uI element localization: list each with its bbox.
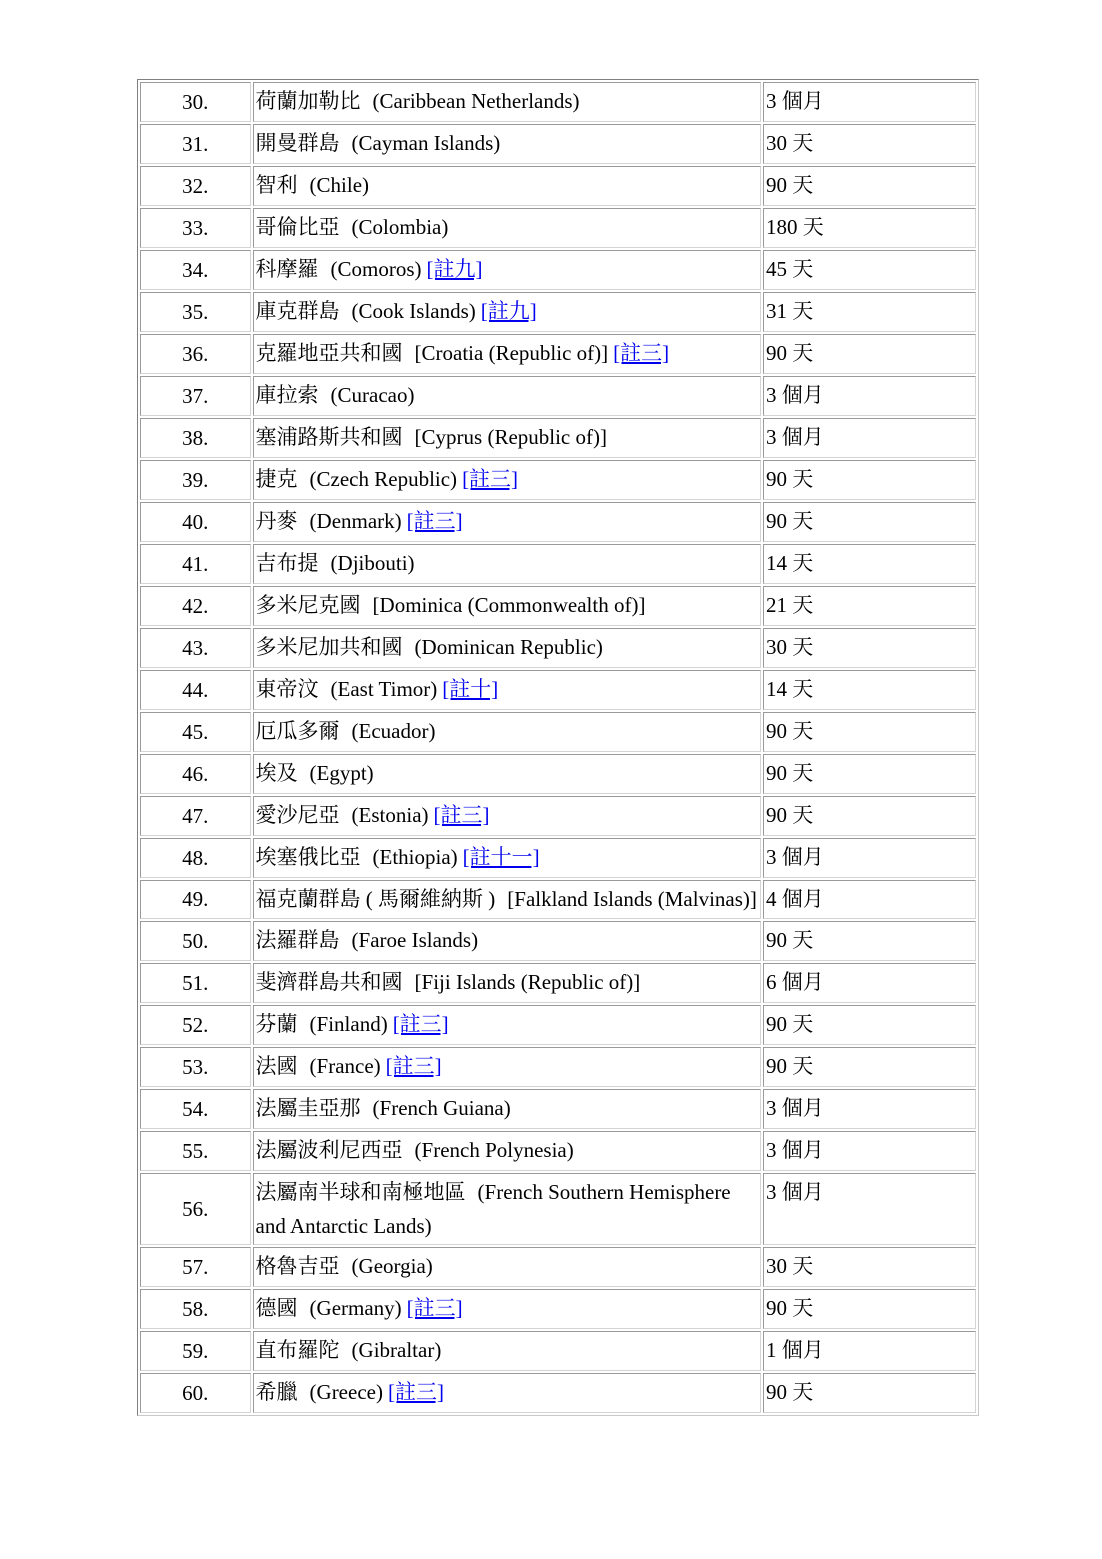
country-name-english: (Czech Republic) [309,467,458,491]
stay-duration: 3 個月 [763,82,976,122]
country-cell [253,460,761,500]
stay-duration: 4 個月 [763,880,976,919]
stay-duration: 3 個月 [763,1131,976,1171]
table-row [140,670,976,710]
table-row [140,208,976,248]
row-number: 57. [140,1247,251,1287]
country-cell [253,82,761,122]
row-number: 59. [140,1331,251,1371]
country-name-english: (Dominican Republic) [414,635,603,659]
country-name-chinese: 智利 [255,173,298,197]
country-name-chinese: 法國 [255,1054,298,1078]
table-row [140,1089,976,1129]
table-row [140,963,976,1003]
table-row [140,250,976,290]
footnote-link[interactable]: [註三] [385,1054,442,1078]
country-name-english: [Dominica (Commonwealth of)] [372,593,646,617]
table-row [140,124,976,164]
country-cell [253,1289,761,1329]
country-cell [253,124,761,164]
country-name-english: (Comoros) [330,257,422,281]
country-cell [253,334,761,374]
stay-duration: 90 天 [763,334,976,374]
row-number: 44. [140,670,251,710]
country-name-english: [Croatia (Republic of)] [414,341,609,365]
country-name-english: (French Guiana) [372,1096,511,1120]
row-number: 56. [140,1173,251,1245]
country-name-english: (Colombia) [351,215,449,239]
table-row [140,586,976,626]
table-row [140,796,976,836]
row-number: 34. [140,250,251,290]
row-number: 58. [140,1289,251,1329]
country-name-english: (Djibouti) [330,551,415,575]
country-name-chinese: 科摩羅 [255,257,319,281]
country-name-english: (Ethiopia) [372,845,458,869]
table-row [140,838,976,878]
country-name-chinese: 克羅地亞共和國 [255,341,403,365]
country-name-english: (France) [309,1054,381,1078]
country-name-chinese: 哥倫比亞 [255,215,340,239]
table-row [140,292,976,332]
country-name-english: (East Timor) [330,677,438,701]
country-cell [253,208,761,248]
country-name-english: (French Polynesia) [414,1138,574,1162]
country-cell [253,292,761,332]
country-name-english: (Germany) [309,1296,402,1320]
row-number: 31. [140,124,251,164]
stay-duration: 30 天 [763,628,976,668]
country-name-english: [Cyprus (Republic of)] [414,425,607,449]
country-name-english: (Finland) [309,1012,388,1036]
country-name-chinese: 法屬南半球和南極地區 [255,1180,466,1204]
stay-duration: 90 天 [763,1373,976,1413]
stay-duration: 3 個月 [763,376,976,416]
country-cell [253,628,761,668]
stay-duration: 3 個月 [763,1089,976,1129]
country-name-english: (Chile) [309,173,370,197]
country-name-english: (Denmark) [309,509,402,533]
country-name-chinese: 東帝汶 [255,677,319,701]
row-number: 51. [140,963,251,1003]
table-row [140,1289,976,1329]
footnote-link[interactable]: [註三] [387,1380,444,1404]
stay-duration: 90 天 [763,460,976,500]
country-name-chinese: 埃及 [255,761,298,785]
country-name-english: (Gibraltar) [351,1338,442,1362]
table-row [140,880,976,919]
row-number: 39. [140,460,251,500]
country-name-chinese: 法屬圭亞那 [255,1096,361,1120]
country-name-english: (Caribbean Netherlands) [372,89,580,113]
stay-duration: 90 天 [763,754,976,794]
country-name-chinese: 格魯吉亞 [255,1254,340,1278]
country-cell [253,921,761,961]
stay-duration: 90 天 [763,712,976,752]
table-row [140,628,976,668]
country-name-chinese: 荷蘭加勒比 [255,89,361,113]
country-cell [253,1089,761,1129]
footnote-link[interactable]: [註三] [613,341,670,365]
stay-duration: 3 個月 [763,1173,976,1245]
table-row [140,82,976,122]
country-name-chinese: 多米尼克國 [255,593,361,617]
row-number: 38. [140,418,251,458]
stay-duration: 90 天 [763,1005,976,1045]
row-number: 46. [140,754,251,794]
stay-duration: 1 個月 [763,1331,976,1371]
country-name-english: (Greece) [309,1380,383,1404]
table-row [140,376,976,416]
row-number: 36. [140,334,251,374]
country-name-english: (Egypt) [309,761,374,785]
row-number: 54. [140,1089,251,1129]
country-name-chinese: 德國 [255,1296,298,1320]
row-number: 37. [140,376,251,416]
country-name-english: (Curacao) [330,383,415,407]
row-number: 47. [140,796,251,836]
table-row [140,418,976,458]
table-row [140,1131,976,1171]
row-number: 45. [140,712,251,752]
country-cell [253,880,761,919]
row-number: 32. [140,166,251,206]
table-row [140,712,976,752]
country-name-chinese: 吉布提 [255,551,319,575]
table-row [140,1047,976,1087]
country-name-chinese: 庫克群島 [255,299,340,323]
stay-duration: 3 個月 [763,838,976,878]
country-name-chinese: 捷克 [255,467,298,491]
row-number: 35. [140,292,251,332]
stay-duration: 14 天 [763,670,976,710]
table-row [140,1247,976,1287]
row-number: 48. [140,838,251,878]
country-name-english: (Cayman Islands) [351,131,501,155]
table-row [140,1331,976,1371]
country-cell [253,838,761,878]
country-cell [253,1373,761,1413]
footnote-link[interactable]: [註九] [426,257,483,281]
country-name-chinese: 法屬波利尼西亞 [255,1138,403,1162]
country-cell [253,796,761,836]
stay-duration: 21 天 [763,586,976,626]
stay-duration: 90 天 [763,1289,976,1329]
footnote-link[interactable]: [註十一] [462,845,540,869]
row-number: 40. [140,502,251,542]
stay-duration: 31 天 [763,292,976,332]
country-name-english: (Faroe Islands) [351,928,479,952]
country-name-chinese: 厄瓜多爾 [255,719,340,743]
table-row [140,1173,976,1245]
row-number: 55. [140,1131,251,1171]
country-cell [253,376,761,416]
country-cell [253,1005,761,1045]
row-number: 52. [140,1005,251,1045]
country-cell [253,670,761,710]
row-number: 41. [140,544,251,584]
country-name-chinese: 斐濟群島共和國 [255,970,403,994]
stay-duration: 30 天 [763,124,976,164]
country-cell [253,1173,761,1245]
row-number: 42. [140,586,251,626]
stay-duration: 90 天 [763,921,976,961]
table-row [140,460,976,500]
country-name-chinese: 法羅群島 [255,928,340,952]
country-name-chinese: 福克蘭群島 ( 馬爾維納斯 ) [255,887,496,911]
country-name-english: (Cook Islands) [351,299,476,323]
country-cell [253,1047,761,1087]
country-name-english: [Falkland Islands (Malvinas)] [507,887,757,911]
country-name-chinese: 希臘 [255,1380,298,1404]
table-row [140,1373,976,1413]
country-cell [253,712,761,752]
table-row [140,544,976,584]
country-cell [253,544,761,584]
table-body [140,82,976,1413]
country-name-chinese: 多米尼加共和國 [255,635,403,659]
table-row [140,921,976,961]
country-cell [253,1131,761,1171]
country-name-english: (Ecuador) [351,719,436,743]
row-number: 49. [140,880,251,919]
country-name-chinese: 開曼群島 [255,131,340,155]
visa-free-table [137,79,979,1416]
country-name-english: [Fiji Islands (Republic of)] [414,970,641,994]
stay-duration: 14 天 [763,544,976,584]
footnote-link[interactable]: [註九] [480,299,537,323]
footnote-link[interactable]: [註三] [392,1012,449,1036]
country-cell [253,754,761,794]
footnote-link[interactable]: [註三] [433,803,490,827]
country-name-english: (French Southern Hemisphere and Antarctic Lands) [255,1180,731,1238]
country-cell [253,586,761,626]
table-row [140,502,976,542]
country-name-chinese: 埃塞俄比亞 [255,845,361,869]
country-name-chinese: 丹麥 [255,509,298,533]
stay-duration: 90 天 [763,166,976,206]
country-name-english: (Georgia) [351,1254,433,1278]
country-cell [253,250,761,290]
footnote-link[interactable]: [註三] [462,467,519,491]
country-cell [253,418,761,458]
country-name-chinese: 直布羅陀 [255,1338,340,1362]
row-number: 30. [140,82,251,122]
country-cell [253,166,761,206]
stay-duration: 90 天 [763,1047,976,1087]
table-row [140,754,976,794]
country-name-chinese: 芬蘭 [255,1012,298,1036]
stay-duration: 90 天 [763,796,976,836]
country-cell [253,502,761,542]
country-cell [253,1331,761,1371]
country-cell [253,963,761,1003]
row-number: 60. [140,1373,251,1413]
stay-duration: 3 個月 [763,418,976,458]
country-cell [253,1247,761,1287]
stay-duration: 6 個月 [763,963,976,1003]
table-row [140,1005,976,1045]
country-name-english: (Estonia) [351,803,429,827]
stay-duration: 45 天 [763,250,976,290]
row-number: 50. [140,921,251,961]
table-row [140,166,976,206]
stay-duration: 90 天 [763,502,976,542]
country-name-chinese: 愛沙尼亞 [255,803,340,827]
footnote-link[interactable]: [註十] [442,677,499,701]
stay-duration: 30 天 [763,1247,976,1287]
country-name-chinese: 庫拉索 [255,383,319,407]
footnote-link[interactable]: [註三] [406,1296,463,1320]
row-number: 53. [140,1047,251,1087]
footnote-link[interactable]: [註三] [406,509,463,533]
row-number: 33. [140,208,251,248]
table-row [140,334,976,374]
country-name-chinese: 塞浦路斯共和國 [255,425,403,449]
stay-duration: 180 天 [763,208,976,248]
row-number: 43. [140,628,251,668]
